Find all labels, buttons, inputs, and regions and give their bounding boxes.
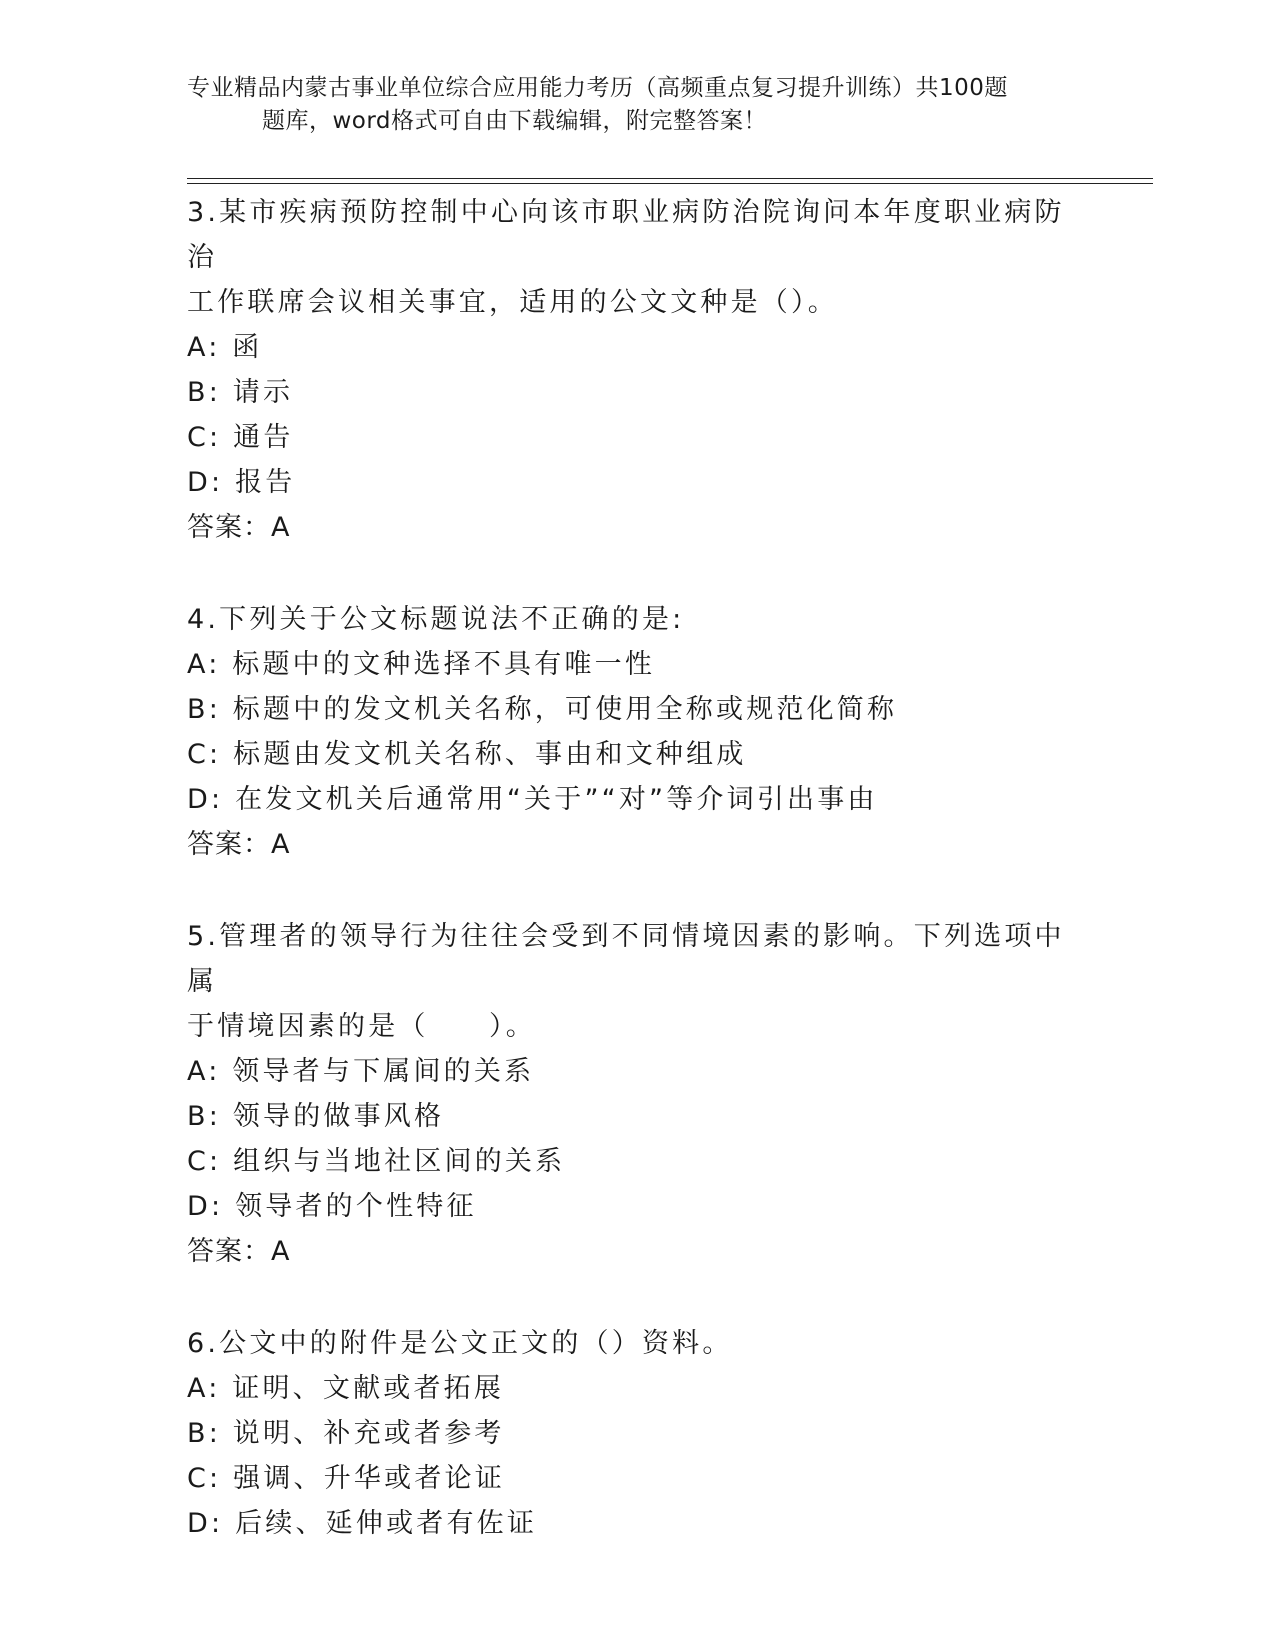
header-line-1: 专业精品内蒙古事业单位综合应用能力考历（高频重点复习提升训练）共100题: [187, 75, 1008, 101]
answer-line: 答案：A: [187, 1236, 291, 1267]
question-stem-line: 6.公文中的附件是公文正文的（）资料。: [187, 1328, 733, 1359]
question-spacer: [187, 867, 1087, 914]
option-b: B: 说明、补充或者参考: [187, 1418, 505, 1449]
option-c: C: 标题由发文机关名称、事由和文种组成: [187, 739, 747, 770]
option-a: A: 函: [187, 332, 263, 363]
answer-line: 答案：A: [187, 512, 291, 543]
option-a: A: 领导者与下属间的关系: [187, 1056, 535, 1087]
option-d: D: 报告: [187, 467, 296, 498]
option-a: A: 标题中的文种选择不具有唯一性: [187, 649, 656, 680]
option-c: C: 强调、升华或者论证: [187, 1463, 505, 1494]
question-item: [187, 914, 1087, 1274]
header-line-2: 题库，word格式可自由下载编辑，附完整答案！: [262, 108, 768, 134]
question-item: [187, 190, 1087, 550]
question-spacer: [187, 1274, 1087, 1321]
option-b: B: 标题中的发文机关名称，可使用全称或规范化简称: [187, 694, 898, 725]
question-stem-line: 5.管理者的领导行为往往会受到不同情境因素的影响。下列选项中属: [187, 921, 1065, 997]
header-rule-bottom: [187, 183, 1153, 184]
question-list: [187, 190, 1087, 1546]
option-c: C: 通告: [187, 422, 294, 453]
option-a: A: 证明、文献或者拓展: [187, 1373, 505, 1404]
question-stem-line: 于情境因素的是（ ）。: [187, 1011, 536, 1042]
header-rule-top: [187, 178, 1153, 179]
question-stem-line: 4.下列关于公文标题说法不正确的是:: [187, 604, 685, 635]
option-d: D: 后续、延伸或者有佐证: [187, 1508, 538, 1539]
question-item: [187, 1321, 1087, 1546]
question-spacer: [187, 550, 1087, 597]
question-stem-line: 3.某市疾病预防控制中心向该市职业病防治院询问本年度职业病防治: [187, 197, 1065, 273]
answer-line: 答案：A: [187, 829, 291, 860]
option-b: B: 领导的做事风格: [187, 1101, 445, 1132]
option-c: C: 组织与当地社区间的关系: [187, 1146, 566, 1177]
option-d: D: 领导者的个性特征: [187, 1191, 477, 1222]
option-d: D: 在发文机关后通常用“关于”“对”等介词引出事由: [187, 784, 878, 815]
question-stem-line: 工作联席会议相关事宜，适用的公文文种是（）。: [187, 287, 838, 318]
document-header: [187, 72, 1067, 138]
question-item: [187, 597, 1087, 867]
option-b: B: 请示: [187, 377, 294, 408]
